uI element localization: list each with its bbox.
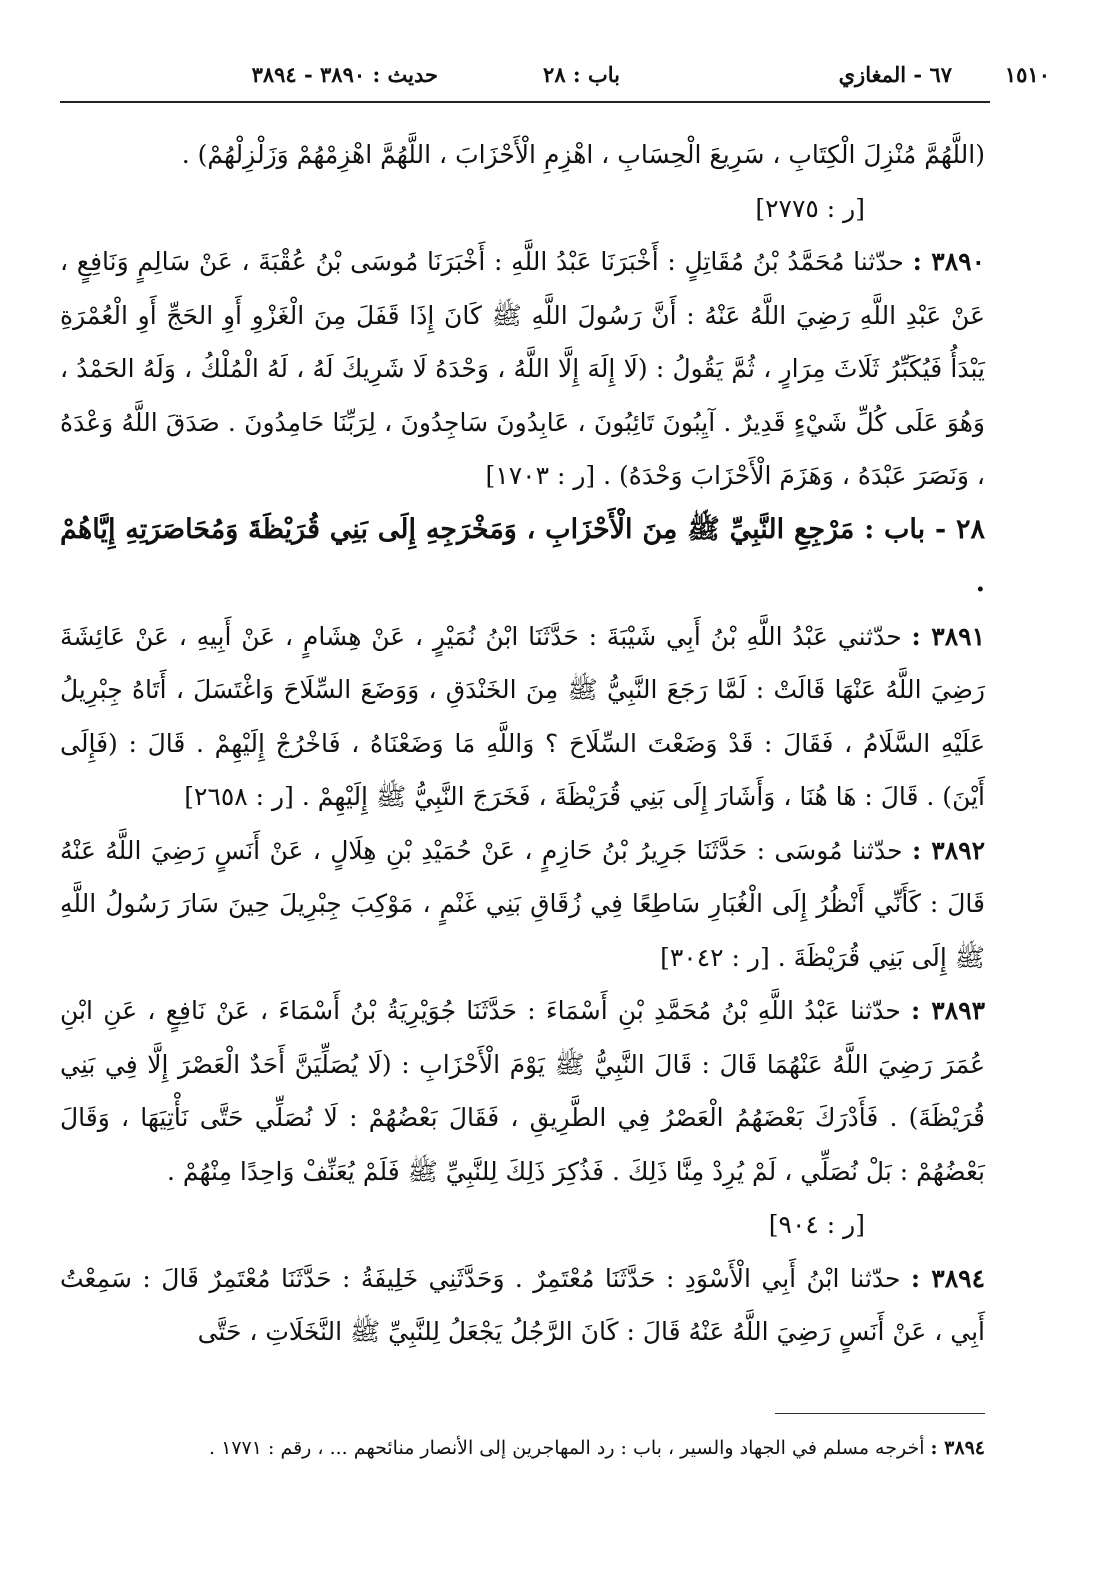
cross-reference: [ر : ٣٠٤٢]	[660, 942, 770, 972]
hadith-text: حدّثنا مُحَمَّدُ بْنُ مُقَاتِلٍ : أَخْبَرَنَا عَبْدُ اللَّهِ : أَخْبَرَنَا مُوسَى بْنُ عُقْبَةَ ، عَنْ سَالِمٍ وَنَافِعٍ ، عَنْ عَبْدِ اللَّهِ رَضِيَ اللَّهُ عَنْهُ : أَنَّ رَسُولَ اللَّهِ ﷺ كَانَ إِذَا قَفَلَ مِنَ الْغَزْوِ أَوِ الحَجِّ أَوِ الْعُمْرَةِ يَبْدَأُ فَيُكَبِّرُ ثَلَاثَ مِرَارٍ ، ثُمَّ يَقُولُ : (لَا إِلَهَ إِلَّا اللَّهُ ، وَحْدَهُ لَا شَرِيكَ لَهُ ، لَهُ الْمُلْكُ ، وَلَهُ الحَمْدُ ، وَهُوَ عَلَى كُلِّ شَيْءٍ قَدِيرٌ . آيِبُونَ تَائِبُونَ ، عَابِدُونَ سَاجِدُونَ ، لِرَبِّنَا حَامِدُونَ . صَدَقَ اللَّهُ وَعْدَهُ ، وَنَصَرَ عَبْدَهُ ، وَهَزَمَ الْأَحْزَابَ وَحْدَهُ) .	[60, 247, 985, 490]
hadith-text: حدّثنا مُوسَى : حَدَّثَنَا جَرِيرُ بْنُ حَازِمٍ ، عَنْ حُمَيْدِ بْنِ هِلَالٍ ، عَنْ أَنَسٍ رَضِيَ اللَّهُ عَنْهُ قَالَ : كَأَنِّي أَنْظُرُ إِلَى الْغُبَارِ سَاطِعًا فِي زُقَاقِ بَنِي غَنْمٍ ، مَوْكِبَ جِبْرِيلَ حِينَ سَارَ رَسُولُ اللَّهِ ﷺ إِلَى بَنِي قُرَيْظَةَ .	[60, 835, 985, 972]
hadith-text: حدّثني عَبْدُ اللَّهِ بْنُ أَبِي شَيْبَةَ : حَدَّثَنَا ابْنُ نُمَيْرٍ ، عَنْ هِشَامٍ ، عَنْ أَبِيهِ ، عَنْ عَائِشَةَ رَضِيَ اللَّهُ عَنْهَا قَالَتْ : لَمَّا رَجَعَ النَّبِيُّ ﷺ مِنَ الخَنْدَقِ ، وَوَضَعَ السِّلَاحَ وَاغْتَسَلَ ، أَتَاهُ جِبْرِيلُ عَلَيْهِ السَّلَامُ ، فَقَالَ : قَدْ وَضَعْتَ السِّلَاحَ ؟ وَاللَّهِ مَا وَضَعْنَاهُ ، فَاخْرُجْ إِلَيْهِمْ . قَالَ : (فَإِلَى أَيْنَ) . قَالَ : هَا هُنَا ، وَأَشَارَ إِلَى بَنِي قُرَيْظَةَ ، فَخَرَجَ النَّبِيُّ ﷺ إِلَيْهِمْ .	[60, 621, 985, 811]
header-rule	[60, 101, 990, 103]
paragraph-text: (اللَّهُمَّ مُنْزِلَ الْكِتَابِ ، سَرِيعَ الْحِسَابِ ، اهْزِمِ الْأَحْزَابَ ، اللَّهُمَّ اهْزِمْهُمْ وَزَلْزِلْهُمْ) .	[181, 140, 985, 169]
hadith-text: حدّثنا عَبْدُ اللَّهِ بْنُ مُحَمَّدِ بْنِ أَسْمَاءَ : حَدَّثَنَا جُوَيْرِيَةُ بْنُ أَسْمَاءَ ، عَنْ نَافِعٍ ، عَنِ ابْنِ عُمَرَ رَضِيَ اللَّهُ عَنْهُمَا قَالَ : قَالَ النَّبِيُّ ﷺ يَوْمَ الْأَحْزَابِ : (لَا يُصَلِّيَنَّ أَحَدٌ الْعَصْرَ إِلَّا فِي بَنِي قُرَيْظَةَ) . فَأَدْرَكَ بَعْضَهُمُ الْعَصْرُ فِي الطَّرِيقِ ، فَقَالَ بَعْضُهُمْ : لَا نُصَلِّي حَتَّى نَأْتِيَهَا ، وَقَالَ بَعْضُهُمْ : بَلْ نُصَلِّي ، لَمْ يُرِدْ مِنَّا ذَلِكَ . فَذُكِرَ ذَلِكَ لِلنَّبِيِّ ﷺ فَلَمْ يُعَنِّفْ وَاحِدًا مِنْهُمْ .	[60, 996, 985, 1186]
hadith-range: حديث : ٣٨٩٠ - ٣٨٩٤	[251, 62, 438, 87]
hadith-number: ٣٨٩٤ :	[910, 1263, 985, 1293]
hadith-paragraph	[60, 824, 985, 985]
hadith-paragraph	[60, 610, 985, 824]
cross-reference: [ر : ١٧٠٣]	[485, 461, 596, 490]
cross-reference: [ر : ٢٧٧٥]	[755, 193, 865, 223]
chapter-title: ٦٧ - المغازي	[838, 62, 952, 87]
main-text	[60, 128, 985, 1359]
footnote-text: أخرجه مسلم في الجهاد والسير ، باب : رد المهاجرين إلى الأنصار منائحهم ... ، رقم : ١٧٧١ .	[209, 1437, 925, 1459]
page-number: ١٥١٠	[1004, 62, 1050, 87]
bab-heading: ٢٨ - باب : مَرْجِعِ النَّبِيِّ ﷺ مِنَ الْأَحْزَابِ ، وَمَخْرَجِهِ إِلَى بَنِي قُرَيْظَةَ وَمُحَاصَرَتِهِ إِيَّاهُمْ .	[60, 513, 985, 598]
hadith-number: ٣٨٩٠ :	[912, 247, 985, 276]
hadith-text: حدّثنا ابْنُ أَبِي الْأَسْوَدِ : حَدَّثَنَا مُعْتَمِرٌ . وَحَدَّثَنِي خَلِيفَةُ : حَدَّثَنَا مُعْتَمِرٌ قَالَ : سَمِعْتُ أَبِي ، عَنْ أَنَسٍ رَضِيَ اللَّهُ عَنْهُ قَالَ : كَانَ الرَّجُلُ يَجْعَلُ لِلنَّبِيِّ ﷺ النَّخَلَاتِ ، حَتَّى	[60, 1263, 985, 1346]
hadith-number: ٣٨٩١ :	[911, 621, 985, 651]
hadith-paragraph	[60, 235, 985, 503]
hadith-paragraph	[60, 1252, 985, 1359]
dua-paragraph	[60, 128, 985, 235]
footnote-number: ٣٨٩٤ :	[930, 1437, 985, 1459]
hadith-number: ٣٨٩٣ :	[911, 996, 986, 1025]
footnote	[60, 1428, 985, 1468]
hadith-paragraph	[60, 984, 985, 1252]
cross-reference: [ر : ٢٦٥٨]	[184, 782, 294, 811]
footnote-rule	[775, 1413, 985, 1414]
running-header	[60, 56, 1050, 102]
hadith-number: ٣٨٩٢ :	[911, 835, 986, 865]
bab-number: باب : ٢٨	[543, 62, 620, 87]
cross-reference: [ر : ٩٠٤]	[768, 1210, 865, 1239]
